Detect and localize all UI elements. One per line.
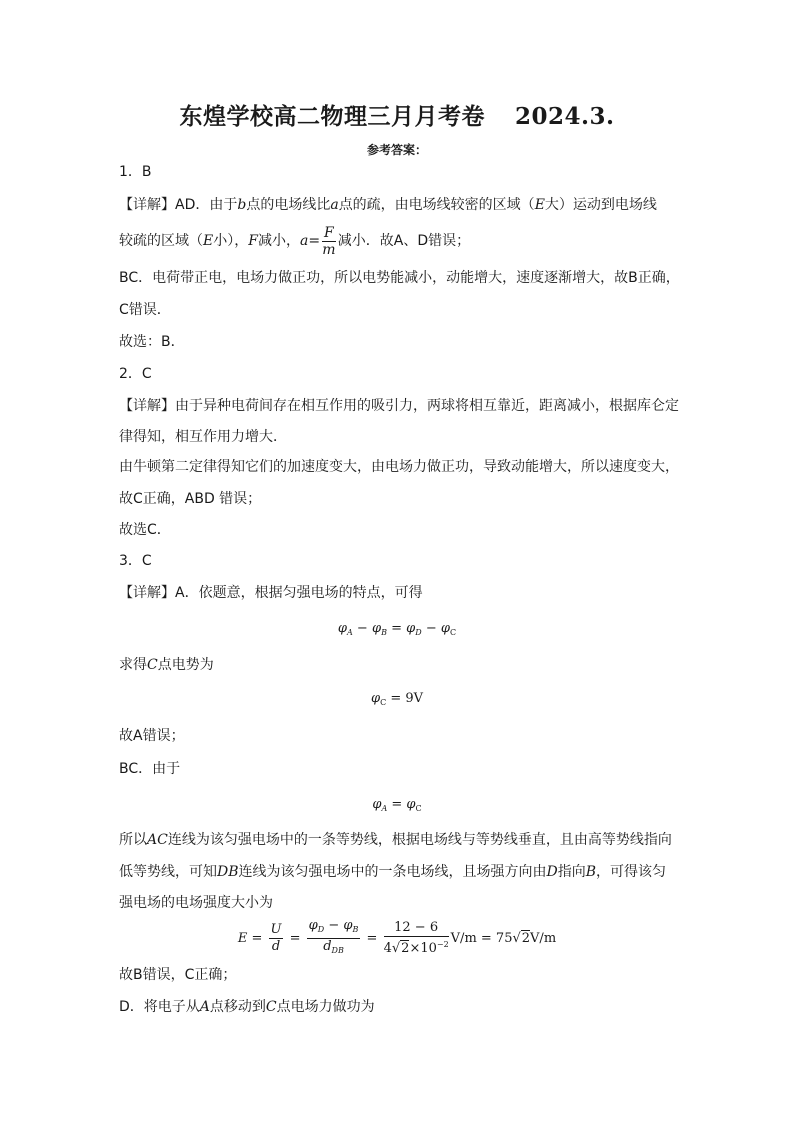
equation-potential-difference: $\varphi_A - \varphi_B = \varphi_D - \varphi_C$	[337, 621, 457, 637]
equation-phi-a-equals-phi-c: $\varphi_A = \varphi_C$	[372, 797, 422, 813]
title-date: 2024.3.	[514, 103, 615, 130]
q3-line-3: 故A错误；	[119, 728, 185, 744]
q2-number: 2．C	[119, 366, 152, 382]
q1-line-1: 【详解】AD．由于b点的电场线比a点的疏，由电场线较密的区域（E大）运动到电场线	[119, 197, 657, 213]
equation-field-strength: E = $\frac{U}{d}$ = $\frac{\varphi_D - \varphi_B}{d_{DB}}$ = $\frac{12 - 6}{4√2\times 10^{-2}}$ V/m = 75√2V/m	[0, 918, 794, 959]
fraction-numeric: $\frac{12 - 6}{4√2\times 10^{-2}}$	[383, 920, 449, 956]
q3-line-9: D．将电子从A点移动到C点电场力做功为	[119, 999, 375, 1015]
q3-line-6: 低等势线，可知DB连线为该匀强电场中的一条电场线，且场强方向由D指向B，可得该匀	[119, 864, 667, 880]
q2-line-5: 故选C．	[119, 522, 171, 538]
answer-key-heading: 参考答案：	[366, 143, 427, 157]
q2-line-3: 由牛顿第二定律得知它们的加速度变大，由电场力做正功，导致动能增大，所以速度变大，	[119, 459, 679, 475]
q3-line-7: 强电场的电场强度大小为	[119, 895, 273, 911]
q3-line-1: 【详解】A．依题意，根据匀强电场的特点，可得	[119, 585, 423, 601]
q1-line-5: 故选：B．	[119, 334, 185, 350]
q3-line-8: 故B错误，C正确；	[119, 967, 237, 983]
q3-number: 3．C	[119, 553, 152, 569]
fraction-u-over-d: $\frac{U}{d}$	[270, 922, 282, 954]
q1-line-4: C错误．	[119, 302, 171, 318]
q1-line-2: 较疏的区域（E小），F减小，a= $\frac{F}{m}$ 减小．故A、D错误；	[119, 224, 471, 258]
q3-line-2: 求得C点电势为	[119, 657, 214, 673]
q3-line-4: BC．由于	[119, 761, 181, 777]
q2-line-2: 律得知，相互作用力增大．	[119, 429, 287, 445]
q1-number: 1．B	[119, 164, 152, 180]
q3-line-5: 所以AC连线为该匀强电场中的一条等势线，根据电场线与等势线垂直，且由高等势线指向	[119, 832, 672, 848]
q2-line-1: 【详解】由于异种电荷间存在相互作用的吸引力，两球将相互靠近，距离减小，根据库仑定	[119, 398, 679, 414]
equation-phi-c: $\varphi_C = 9V$	[370, 691, 424, 707]
q2-line-4: 故C正确，ABD 错误；	[119, 491, 262, 507]
fraction-f-over-m: $\frac{F}{m}$	[322, 224, 336, 258]
page-title	[0, 98, 794, 131]
title-text: 东煌学校高二物理三月月考卷	[179, 103, 485, 130]
q1-line-3: BC．电荷带正电，电场力做正功，所以电势能减小，动能增大，速度逐渐增大，故B正确，	[119, 270, 680, 286]
fraction-potential-over-distance: $\frac{\varphi_D - \varphi_B}{d_{DB}}$	[308, 918, 359, 955]
